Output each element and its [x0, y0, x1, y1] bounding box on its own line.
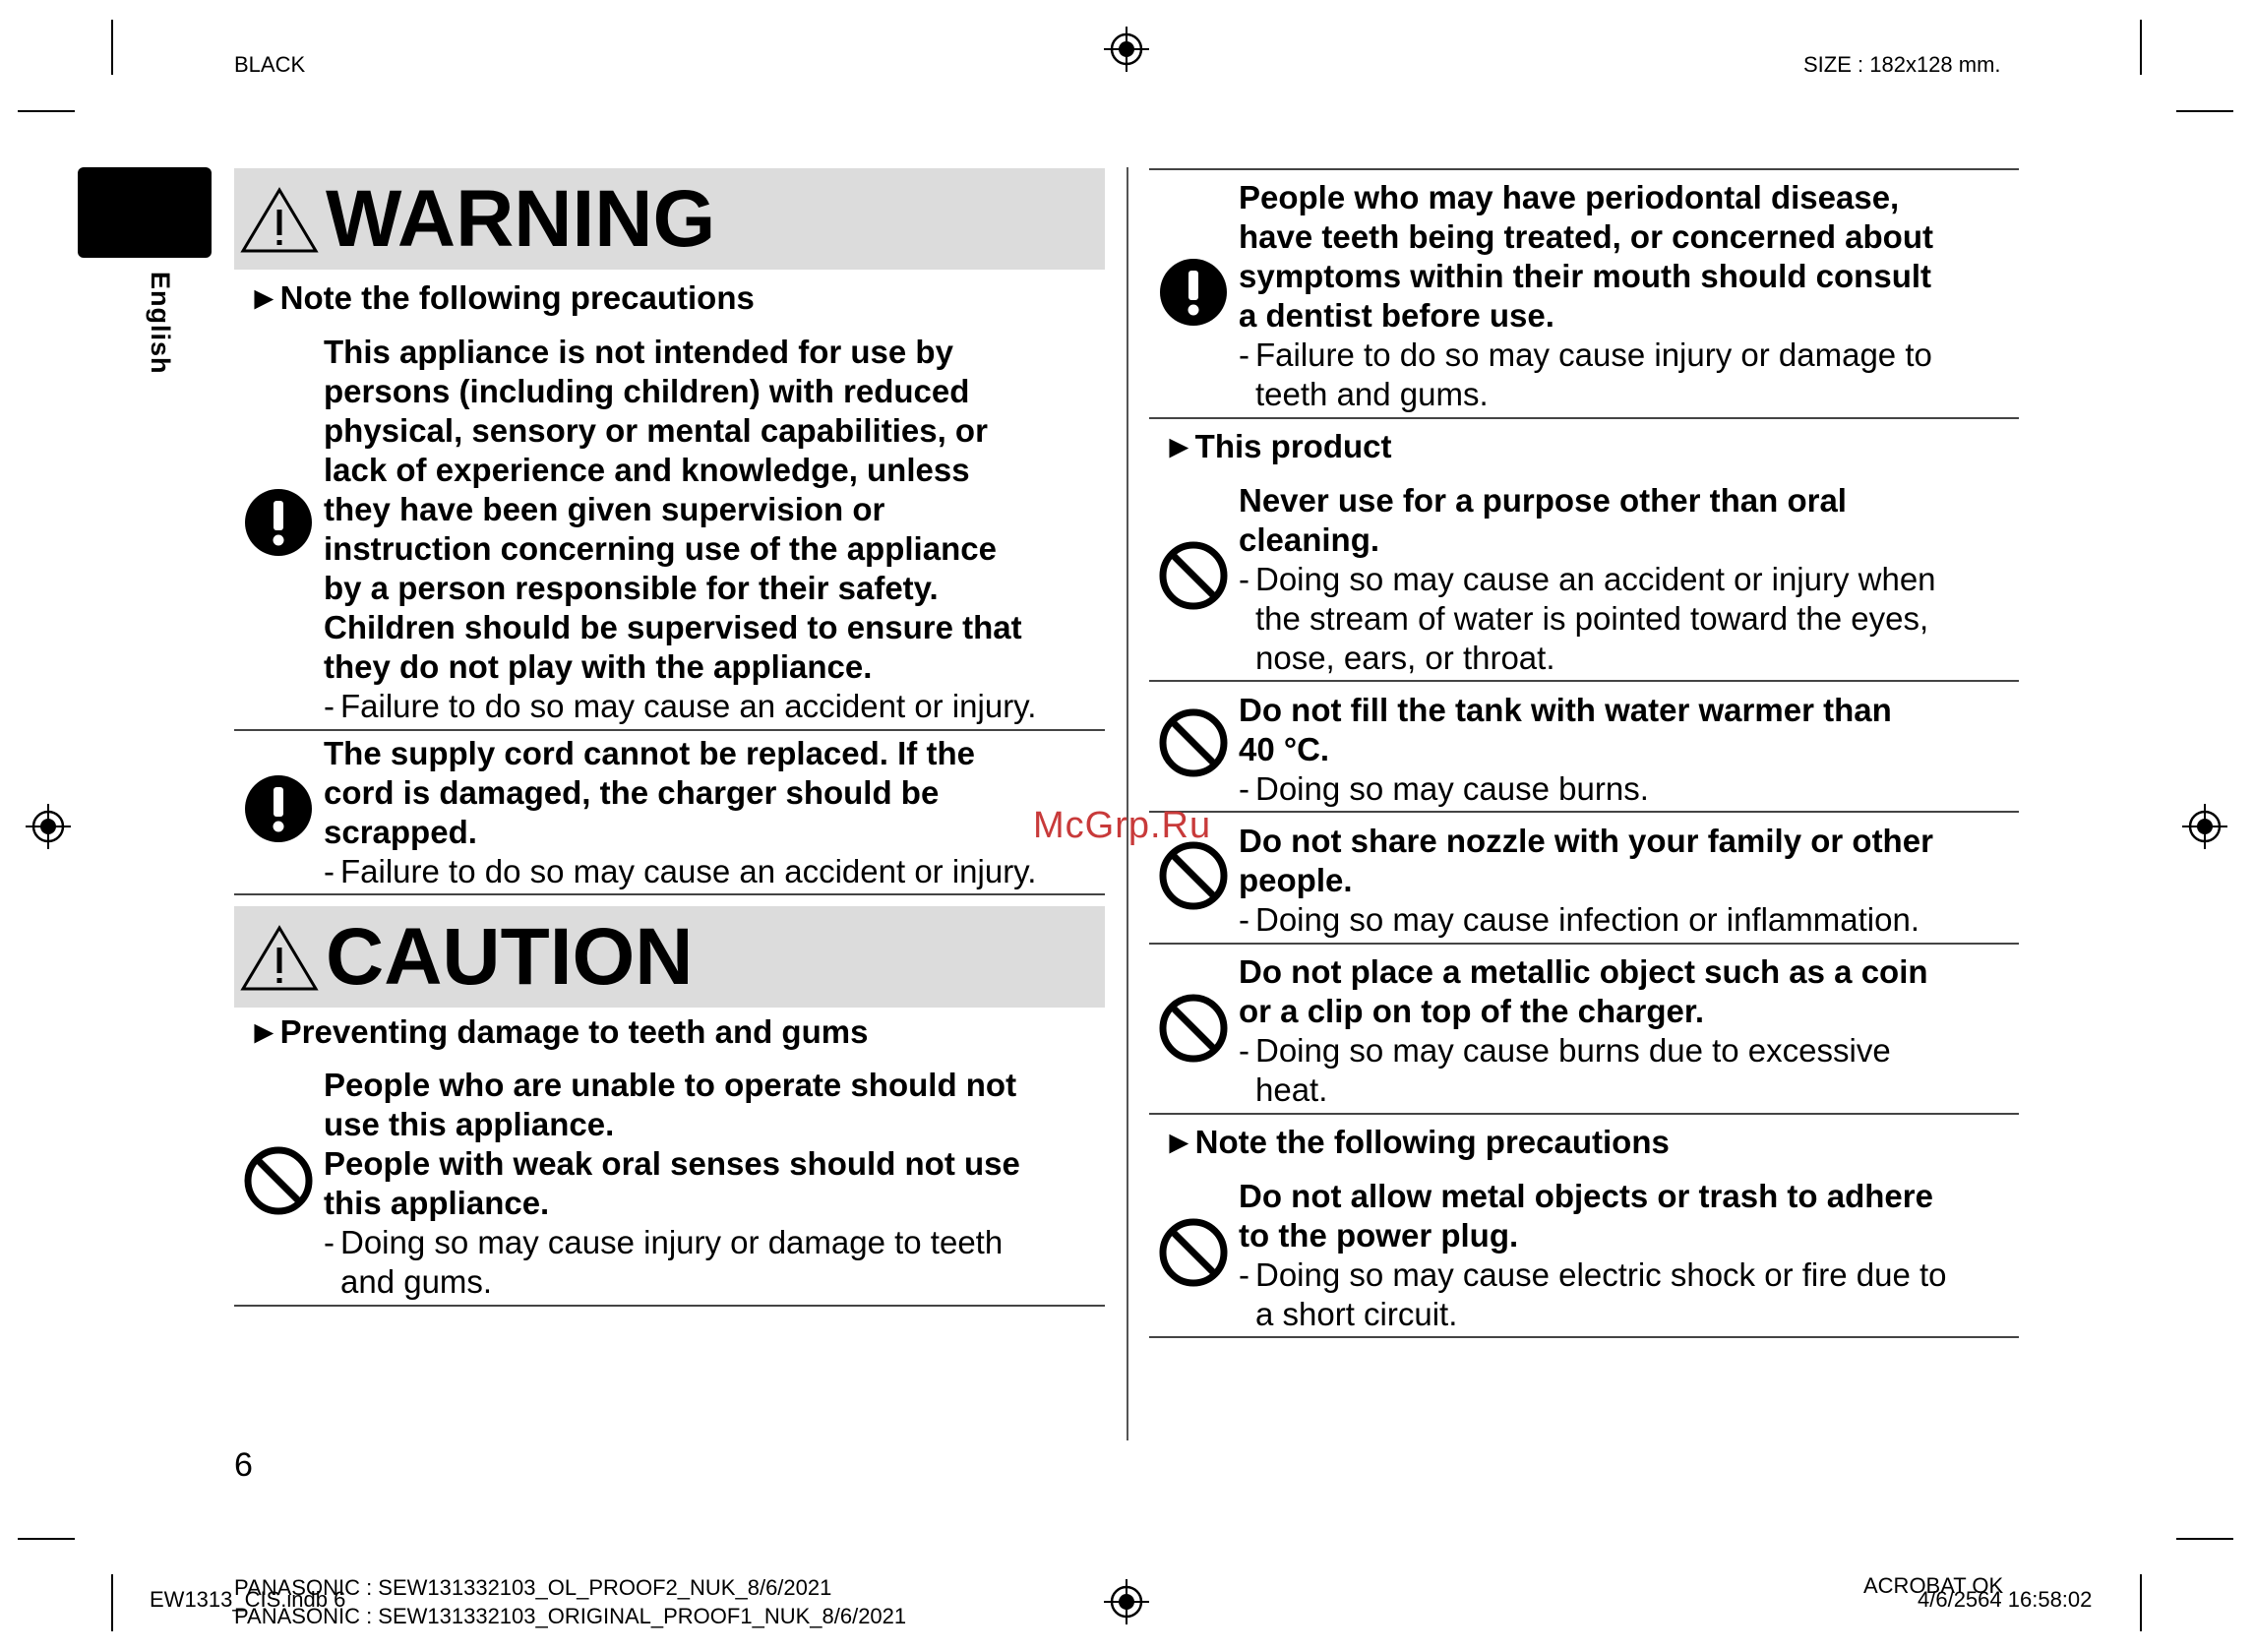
registration-mark-icon	[26, 804, 71, 849]
caution-line: have teeth being treated, or concerned about	[1239, 218, 1933, 255]
dash-marker: -	[1239, 561, 1249, 597]
caution-line: People who are unable to operate should not	[324, 1067, 1017, 1103]
watermark: McGrp.Ru	[1033, 805, 1212, 846]
divider	[234, 729, 1105, 731]
divider	[234, 893, 1105, 895]
size-label: SIZE : 182x128 mm.	[1803, 52, 2001, 77]
divider	[1149, 168, 2019, 170]
crop-mark	[2140, 1574, 2142, 1631]
consequence-note: Failure to do so may cause an accident or injury.	[340, 853, 1037, 889]
caution-line: people.	[1239, 862, 1353, 898]
consequence-note: a short circuit.	[1255, 1296, 1458, 1332]
warning-title: WARNING	[326, 174, 716, 264]
crop-mark	[111, 20, 113, 75]
section-heading: ►Note the following precautions	[248, 279, 755, 316]
consequence-note: the stream of water is pointed toward the eyes,	[1255, 600, 1929, 637]
prohibited-icon	[244, 1146, 313, 1215]
dash-marker: -	[1239, 1032, 1249, 1069]
caution-line: symptoms within their mouth should consult	[1239, 258, 1932, 294]
warning-line: This appliance is not intended for use by	[324, 334, 953, 370]
warning-line: cord is damaged, the charger should be	[324, 774, 940, 811]
caution-banner	[234, 906, 1105, 1008]
prohibited-icon	[1159, 994, 1228, 1063]
warning-banner	[234, 168, 1105, 270]
registration-mark-icon	[1104, 27, 1149, 72]
caution-line: to the power plug.	[1239, 1217, 1519, 1254]
crop-mark	[2176, 1538, 2233, 1540]
dash-marker: -	[1239, 1256, 1249, 1293]
color-label: BLACK	[234, 52, 306, 77]
timestamp: 4/6/2564 16:58:02	[1918, 1587, 2093, 1612]
caution-line: a dentist before use.	[1239, 297, 1554, 334]
caution-line: use this appliance.	[324, 1106, 615, 1142]
page-number: 6	[234, 1446, 253, 1484]
consequence-note: Doing so may cause burns.	[1255, 770, 1649, 807]
warning-line: The supply cord cannot be replaced. If the	[324, 735, 975, 771]
consequence-note: Doing so may cause injury or damage to teeth	[340, 1224, 1004, 1260]
divider	[1149, 1336, 2019, 1338]
dash-marker: -	[1239, 901, 1249, 938]
crop-mark	[2176, 110, 2233, 112]
prohibited-icon	[1159, 841, 1228, 910]
consequence-note: heat.	[1255, 1071, 1328, 1108]
column-divider	[1127, 167, 1128, 1440]
warning-line: persons (including children) with reduced	[324, 373, 970, 409]
divider	[234, 1305, 1105, 1307]
mandatory-action-icon	[244, 774, 313, 843]
caution-title: CAUTION	[326, 912, 694, 1002]
caution-line: Do not share nozzle with your family or other	[1239, 823, 1933, 859]
dash-marker: -	[324, 1224, 335, 1260]
mandatory-action-icon	[244, 488, 313, 557]
consequence-note: Doing so may cause electric shock or fire due to	[1255, 1256, 1947, 1293]
caution-line: Do not fill the tank with water warmer than	[1239, 692, 1892, 728]
divider	[1149, 943, 2019, 945]
language-tab	[78, 167, 212, 258]
dash-marker: -	[324, 853, 335, 889]
warning-line: they do not play with the appliance.	[324, 648, 873, 685]
consequence-note: teeth and gums.	[1255, 376, 1489, 412]
warning-triangle-icon	[239, 186, 320, 255]
crop-mark	[18, 110, 75, 112]
crop-mark	[18, 1538, 75, 1540]
consequence-note: Doing so may cause infection or inflammation.	[1255, 901, 1919, 938]
consequence-note: Doing so may cause an accident or injury when	[1255, 561, 1936, 597]
crop-mark	[2140, 20, 2142, 75]
prohibited-icon	[1159, 1218, 1228, 1287]
dash-marker: -	[1239, 337, 1249, 373]
language-label: English	[146, 272, 175, 375]
file-label: EW1313_CIS.indb 6	[150, 1587, 346, 1612]
caution-line: Do not allow metal objects or trash to adhere	[1239, 1178, 1933, 1214]
caution-line: 40 °C.	[1239, 731, 1330, 767]
caution-triangle-icon	[239, 924, 320, 993]
caution-line: People with weak oral senses should not use	[324, 1145, 1020, 1182]
proof-line: PANASONIC : SEW131332103_ORIGINAL_PROOF1_NUK_8/6/2021	[234, 1604, 907, 1628]
divider	[1149, 417, 2019, 419]
registration-mark-icon	[1104, 1579, 1149, 1624]
section-heading: ►Preventing damage to teeth and gums	[248, 1013, 869, 1050]
warning-line: they have been given supervision or	[324, 491, 885, 527]
crop-mark	[111, 1574, 113, 1631]
warning-line: scrapped.	[324, 814, 477, 850]
divider	[1149, 811, 2019, 813]
caution-line: or a clip on top of the charger.	[1239, 993, 1705, 1029]
caution-line: Never use for a purpose other than oral	[1239, 482, 1847, 519]
consequence-note: nose, ears, or throat.	[1255, 640, 1555, 676]
consequence-note: Failure to do so may cause an accident or injury.	[340, 688, 1037, 724]
warning-line: lack of experience and knowledge, unless	[324, 452, 970, 488]
registration-mark-icon	[2182, 804, 2227, 849]
proof-line: PANASONIC : SEW131332103_OL_PROOF2_NUK_8/6/2021	[234, 1575, 832, 1600]
caution-line: cleaning.	[1239, 521, 1380, 558]
divider	[1149, 1113, 2019, 1115]
divider	[1149, 680, 2019, 682]
caution-line: People who may have periodontal disease,	[1239, 179, 1900, 215]
consequence-note: and gums.	[340, 1263, 493, 1300]
prohibited-icon	[1159, 541, 1228, 610]
consequence-note: Failure to do so may cause injury or damage to	[1255, 337, 1932, 373]
prohibited-icon	[1159, 708, 1228, 777]
warning-line: by a person responsible for their safety.	[324, 570, 939, 606]
caution-line: Do not place a metallic object such as a coin	[1239, 953, 1928, 990]
mandatory-action-icon	[1159, 258, 1228, 327]
acrobat-label: ACROBAT OK	[1863, 1573, 2004, 1598]
warning-line: instruction concerning use of the appliance	[324, 530, 997, 567]
consequence-note: Doing so may cause burns due to excessive	[1255, 1032, 1891, 1069]
section-heading: ►This product	[1163, 428, 1392, 464]
warning-line: Children should be supervised to ensure that	[324, 609, 1022, 645]
dash-marker: -	[1239, 770, 1249, 807]
section-heading: ►Note the following precautions	[1163, 1124, 1670, 1160]
caution-line: this appliance.	[324, 1185, 550, 1221]
dash-marker: -	[324, 688, 335, 724]
warning-line: physical, sensory or mental capabilities, or	[324, 412, 988, 449]
